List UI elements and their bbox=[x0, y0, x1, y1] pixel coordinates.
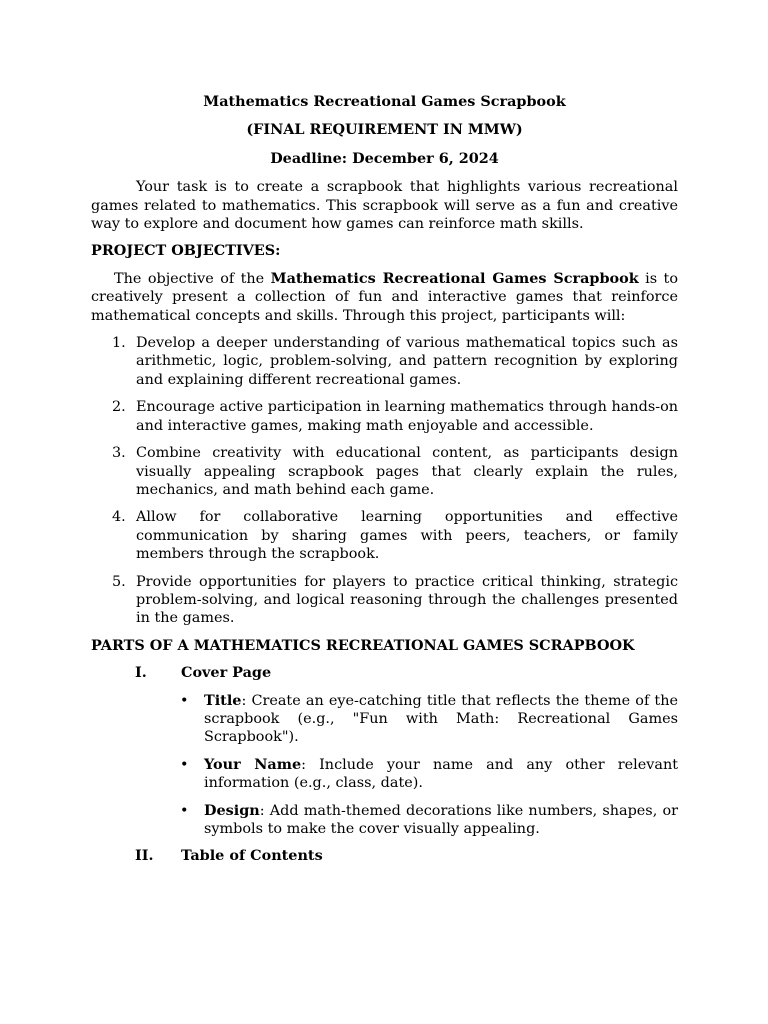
objective-text: Develop a deeper understanding of various mathematical topics such as arithmetic, logic, problem-solving, and pattern recognition by exploring and explaining different recreational games. bbox=[136, 335, 678, 388]
document-body bbox=[91, 93, 678, 875]
section-title: Cover Page bbox=[181, 664, 272, 682]
objective-number: 2. bbox=[112, 399, 126, 416]
document-title: Mathematics Recreational Games Scrapbook bbox=[203, 93, 566, 110]
objective-item bbox=[91, 573, 678, 628]
objective-number: 4. bbox=[112, 509, 126, 526]
bullet-body: : Include your name and any other relevant information (e.g., class, date). bbox=[204, 756, 678, 792]
objective-item bbox=[91, 508, 678, 563]
objective-text: Provide opportunities for players to practice critical thinking, strategic problem-solving, and logical reasoning through the challenges presented in the games. bbox=[136, 573, 678, 627]
bullet-body: : Add math-themed decorations like numbers, shapes, or symbols to make the cover visually appealing. bbox=[204, 802, 678, 837]
objectives-intro-post: is to creatively present a collection of fun and interactive games that reinforce mathematical concepts and skills. Through this project, participants will: bbox=[91, 270, 678, 324]
objectives-heading: PROJECT OBJECTIVES: bbox=[91, 242, 281, 260]
intro-paragraph: Your task is to create a scrapbook that highlights various recreational games related to mathematics. This scrapbook will serve as a fun and creative way to explore and document how games can reinforce math skills. bbox=[91, 179, 678, 233]
bullet-text bbox=[204, 802, 678, 839]
parts-heading: PARTS OF A MATHEMATICS RECREATIONAL GAMES SCRAPBOOK bbox=[91, 636, 635, 654]
objective-number: 5. bbox=[112, 573, 126, 590]
section-heading bbox=[91, 847, 678, 865]
bullet-item bbox=[91, 692, 678, 747]
deadline: Deadline: December 6, 2024 bbox=[270, 149, 499, 167]
section-numeral: II. bbox=[135, 847, 154, 865]
objectives-intro bbox=[91, 270, 678, 325]
objectives-intro-pre: The objective of the bbox=[114, 270, 271, 287]
objectives-list bbox=[91, 334, 678, 628]
objective-item bbox=[91, 334, 678, 389]
objective-text: Combine creativity with educational content, as participants design visually appealing scrapbook pages that clearly explain the rules, mechanics, and math behind each game. bbox=[136, 445, 678, 498]
bullet-icon: • bbox=[180, 756, 189, 773]
bullet-item bbox=[91, 756, 678, 793]
cover-page-bullets bbox=[91, 692, 678, 839]
section-heading bbox=[91, 664, 678, 682]
objective-text: Allow for collaborative learning opportunities and effective communication by sharing games with peers, teachers, or family members through the scrapbook. bbox=[136, 509, 678, 563]
bullet-item bbox=[91, 802, 678, 839]
objective-number: 3. bbox=[112, 445, 126, 462]
document-subtitle: (FINAL REQUIREMENT IN MMW) bbox=[246, 121, 523, 139]
section-title: Table of Contents bbox=[181, 847, 323, 865]
bullet-text bbox=[204, 692, 678, 747]
bullet-body: : Create an eye-catching title that reflects the theme of the scrapbook (e.g., "Fun with Math: Recreational Games Scrapbook"). bbox=[204, 692, 678, 746]
bullet-label: Title bbox=[204, 691, 242, 709]
bullet-label: Your Name bbox=[204, 755, 302, 773]
objective-item bbox=[91, 398, 678, 435]
bullet-icon: • bbox=[180, 802, 189, 819]
objectives-intro-bold: Mathematics Recreational Games Scrapbook bbox=[270, 269, 639, 287]
section-numeral: I. bbox=[135, 664, 147, 682]
objective-item bbox=[91, 444, 678, 499]
bullet-label: Design bbox=[204, 801, 260, 819]
bullet-icon: • bbox=[180, 692, 189, 709]
objective-text: Encourage active participation in learning mathematics through hands-on and interactive games, making math enjoyable and accessible. bbox=[136, 399, 678, 434]
bullet-text bbox=[204, 756, 678, 793]
objective-number: 1. bbox=[112, 335, 126, 352]
